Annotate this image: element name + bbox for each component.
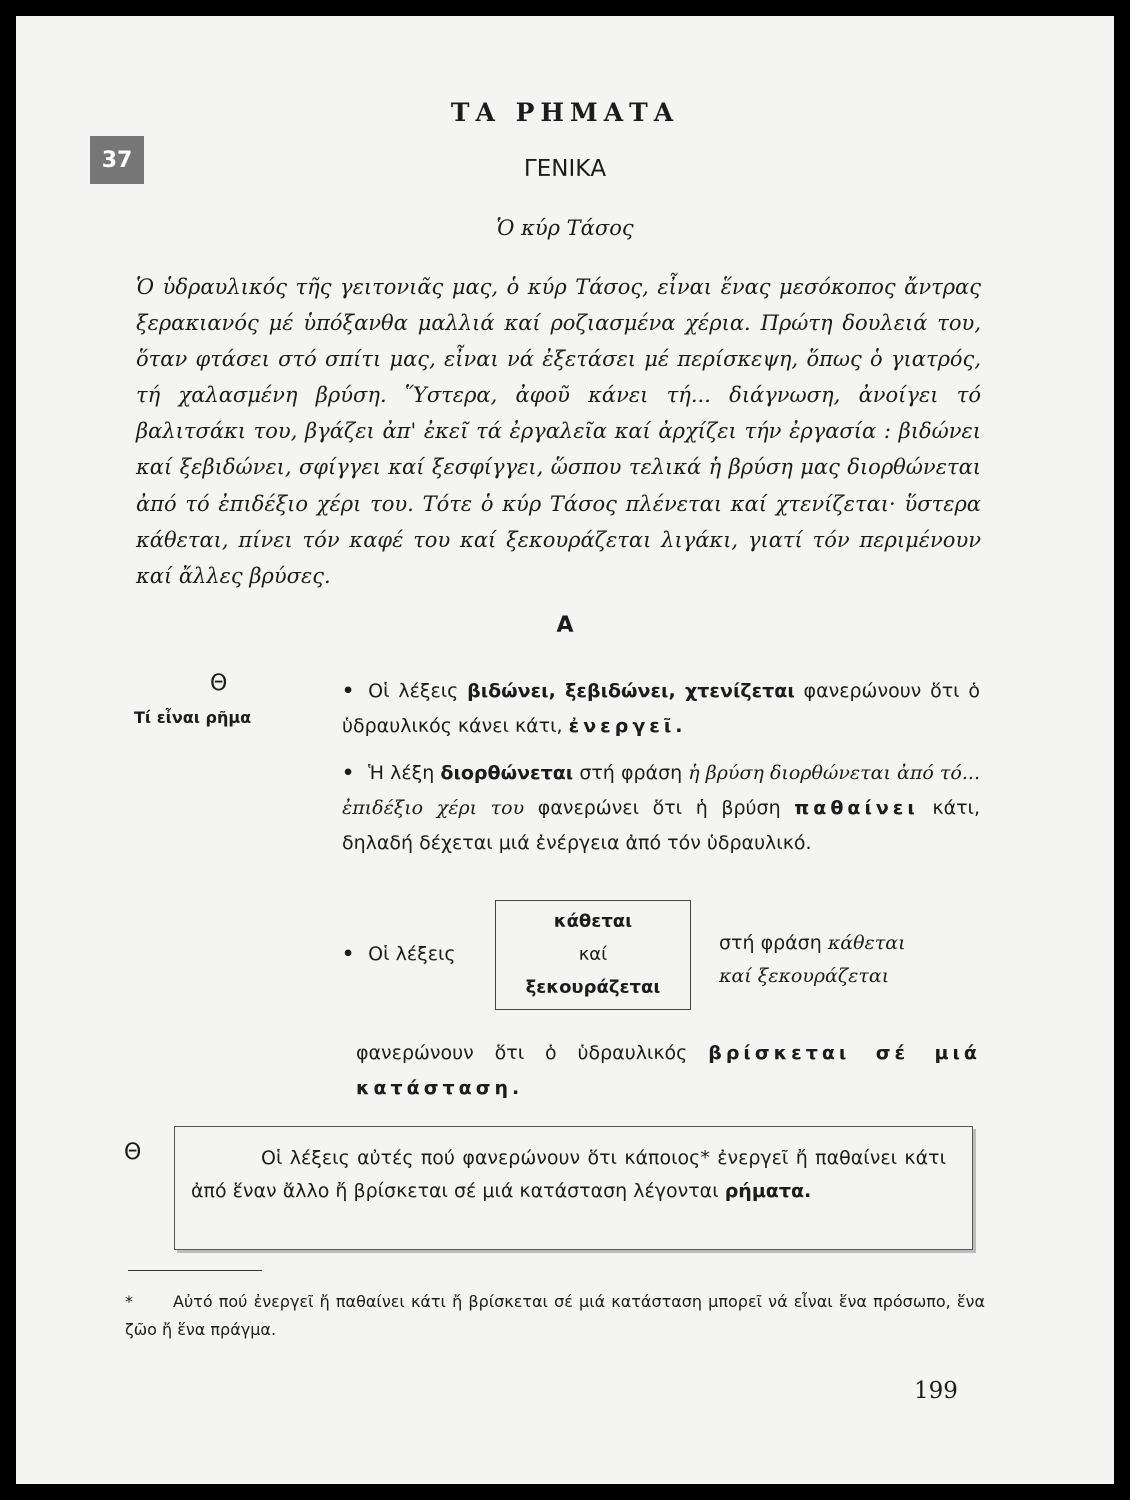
definition-box	[174, 1126, 973, 1250]
textbook-page	[16, 16, 1114, 1484]
lesson-number-badge: 37	[90, 136, 144, 184]
state-verbs-box	[495, 900, 691, 1010]
keyword-katastasi: βρίσκεται σέ μιά κατάσταση.	[356, 1042, 981, 1099]
story-paragraph: Ὁ ὑδραυλικός τῆς γειτονιᾶς μας, ὁ κύρ Τάσος, εἶναι ἕνας μεσόκοπος ἄντρας ξερακιανός μέ ὑπόξανθα μαλλιά καί ροζιασμένα χέρια. Πρώτη δουλειά του, ὅταν φτάσει στό σπίτι μας, εἶναι νά ἐξετάσει μέ περίσκεψη, ὅπως ὁ γιατρός, τή χαλασμένη βρύση. Ὕστερα, ἀφοῦ κάνει τή... διάγνωση, ἀνοίγει τό βαλιτσάκι του, βγάζει ἀπ' ἐκεῖ τά ἐργαλεῖα καί ἀρχίζει τήν ἐργασία : βιδώνει καί ξεβιδώνει, σφίγγει καί ξεσφίγγει, ὥσπου τελικά ἡ βρύση μας διορθώνεται ἀπό τό ἐπιδέξιο χέρι του. Τότε ὁ κύρ Τάσος πλένεται καί χτενίζεται· ὕστερα κάθεται, πίνει τόν καφέ του καί ξεκουράζεται λιγάκι, γιατί τόν περιμένουν καί ἄλλες βρύσες.	[136, 275, 981, 588]
bullet-active-verbs: • Οἱ λέξεις βιδώνει, ξεβιδώνει, χτενίζεται φανερώνουν ὅτι ὁ ὑδραυλικός κάνει κάτι, ἐνεργεῖ.	[342, 680, 980, 737]
state-verbs-conclusion: φανερώνουν ὅτι ὁ ὑδραυλικός βρίσκεται σέ μιά κατάσταση.	[356, 1042, 981, 1099]
definition-marker: Θ	[124, 1140, 142, 1165]
footnote-rule	[128, 1270, 262, 1271]
bullet-dot: •	[342, 680, 355, 702]
section-heading-a: Α	[556, 613, 574, 638]
side-label-what-is-verb: Τί εἶναι ρῆμα	[134, 708, 252, 727]
page-number: 199	[914, 1378, 958, 1404]
bullet-dot: •	[342, 762, 355, 784]
state-verbs-phrase: στή φράση κάθεται καί ξεκουράζεται	[719, 932, 906, 987]
keyword-pathainei: παθαίνει	[794, 797, 919, 819]
example-verb-diorthonetai: διορθώνεται	[440, 762, 574, 784]
bullet-passive-verb: • Ἡ λέξη διορθώνεται στή φράση ἡ βρύση διορθώνεται ἀπό τό... ἐπιδέξιο χέρι του φανερώνει ὅτι ἡ βρύση παθαίνει κάτι, δηλαδή δέχεται μιά ἐνέργεια ἀπό τόν ὑδραυλικό.	[342, 762, 981, 854]
bullet-dot: •	[342, 943, 355, 965]
chapter-title: ΤΑ ΡΗΜΑΤΑ	[450, 98, 680, 127]
box-verb-kathetai: κάθεται	[553, 911, 633, 932]
example-verbs: βιδώνει, ξεβιδώνει, χτενίζεται	[467, 680, 795, 702]
example-phrase: ἡ βρύση διορθώνεται ἀπό τό... ἐπιδέξιο χέρι του	[342, 762, 980, 819]
box-verb-xekourazetai: ξεκουράζεται	[525, 977, 661, 998]
footnote: * Αὐτό πού ἐνεργεῖ ἤ παθαίνει κάτι ἤ βρίσκεται σέ μιά κατάσταση μπορεῖ νά εἶναι ἕνα πρόσωπο, ἕνα ζῶο ἤ ἕνα πράγμα.	[125, 1288, 985, 1344]
story-title: Ὁ κύρ Τάσος	[496, 216, 634, 240]
box-conjunction: καί	[578, 944, 608, 965]
footnote-marker: *	[125, 1292, 133, 1311]
keyword-energei: ἐνεργεῖ.	[568, 715, 687, 737]
theory-marker: Θ	[210, 671, 228, 696]
definition-term: ρήματα.	[724, 1180, 812, 1202]
chapter-subtitle: ΓΕΝΙΚΑ	[523, 156, 607, 182]
definition-text: Οἱ λέξεις αὐτές πού φανερώνουν ὅτι κάποιος* ἐνεργεῖ ἤ παθαίνει κάτι ἀπό ἕναν ἄλλο ἤ βρίσκεται σέ μιά κατάσταση λέγονται ρήματα.	[191, 1147, 946, 1202]
bullet-state-verbs-lead: • Οἱ λέξεις	[342, 943, 456, 965]
